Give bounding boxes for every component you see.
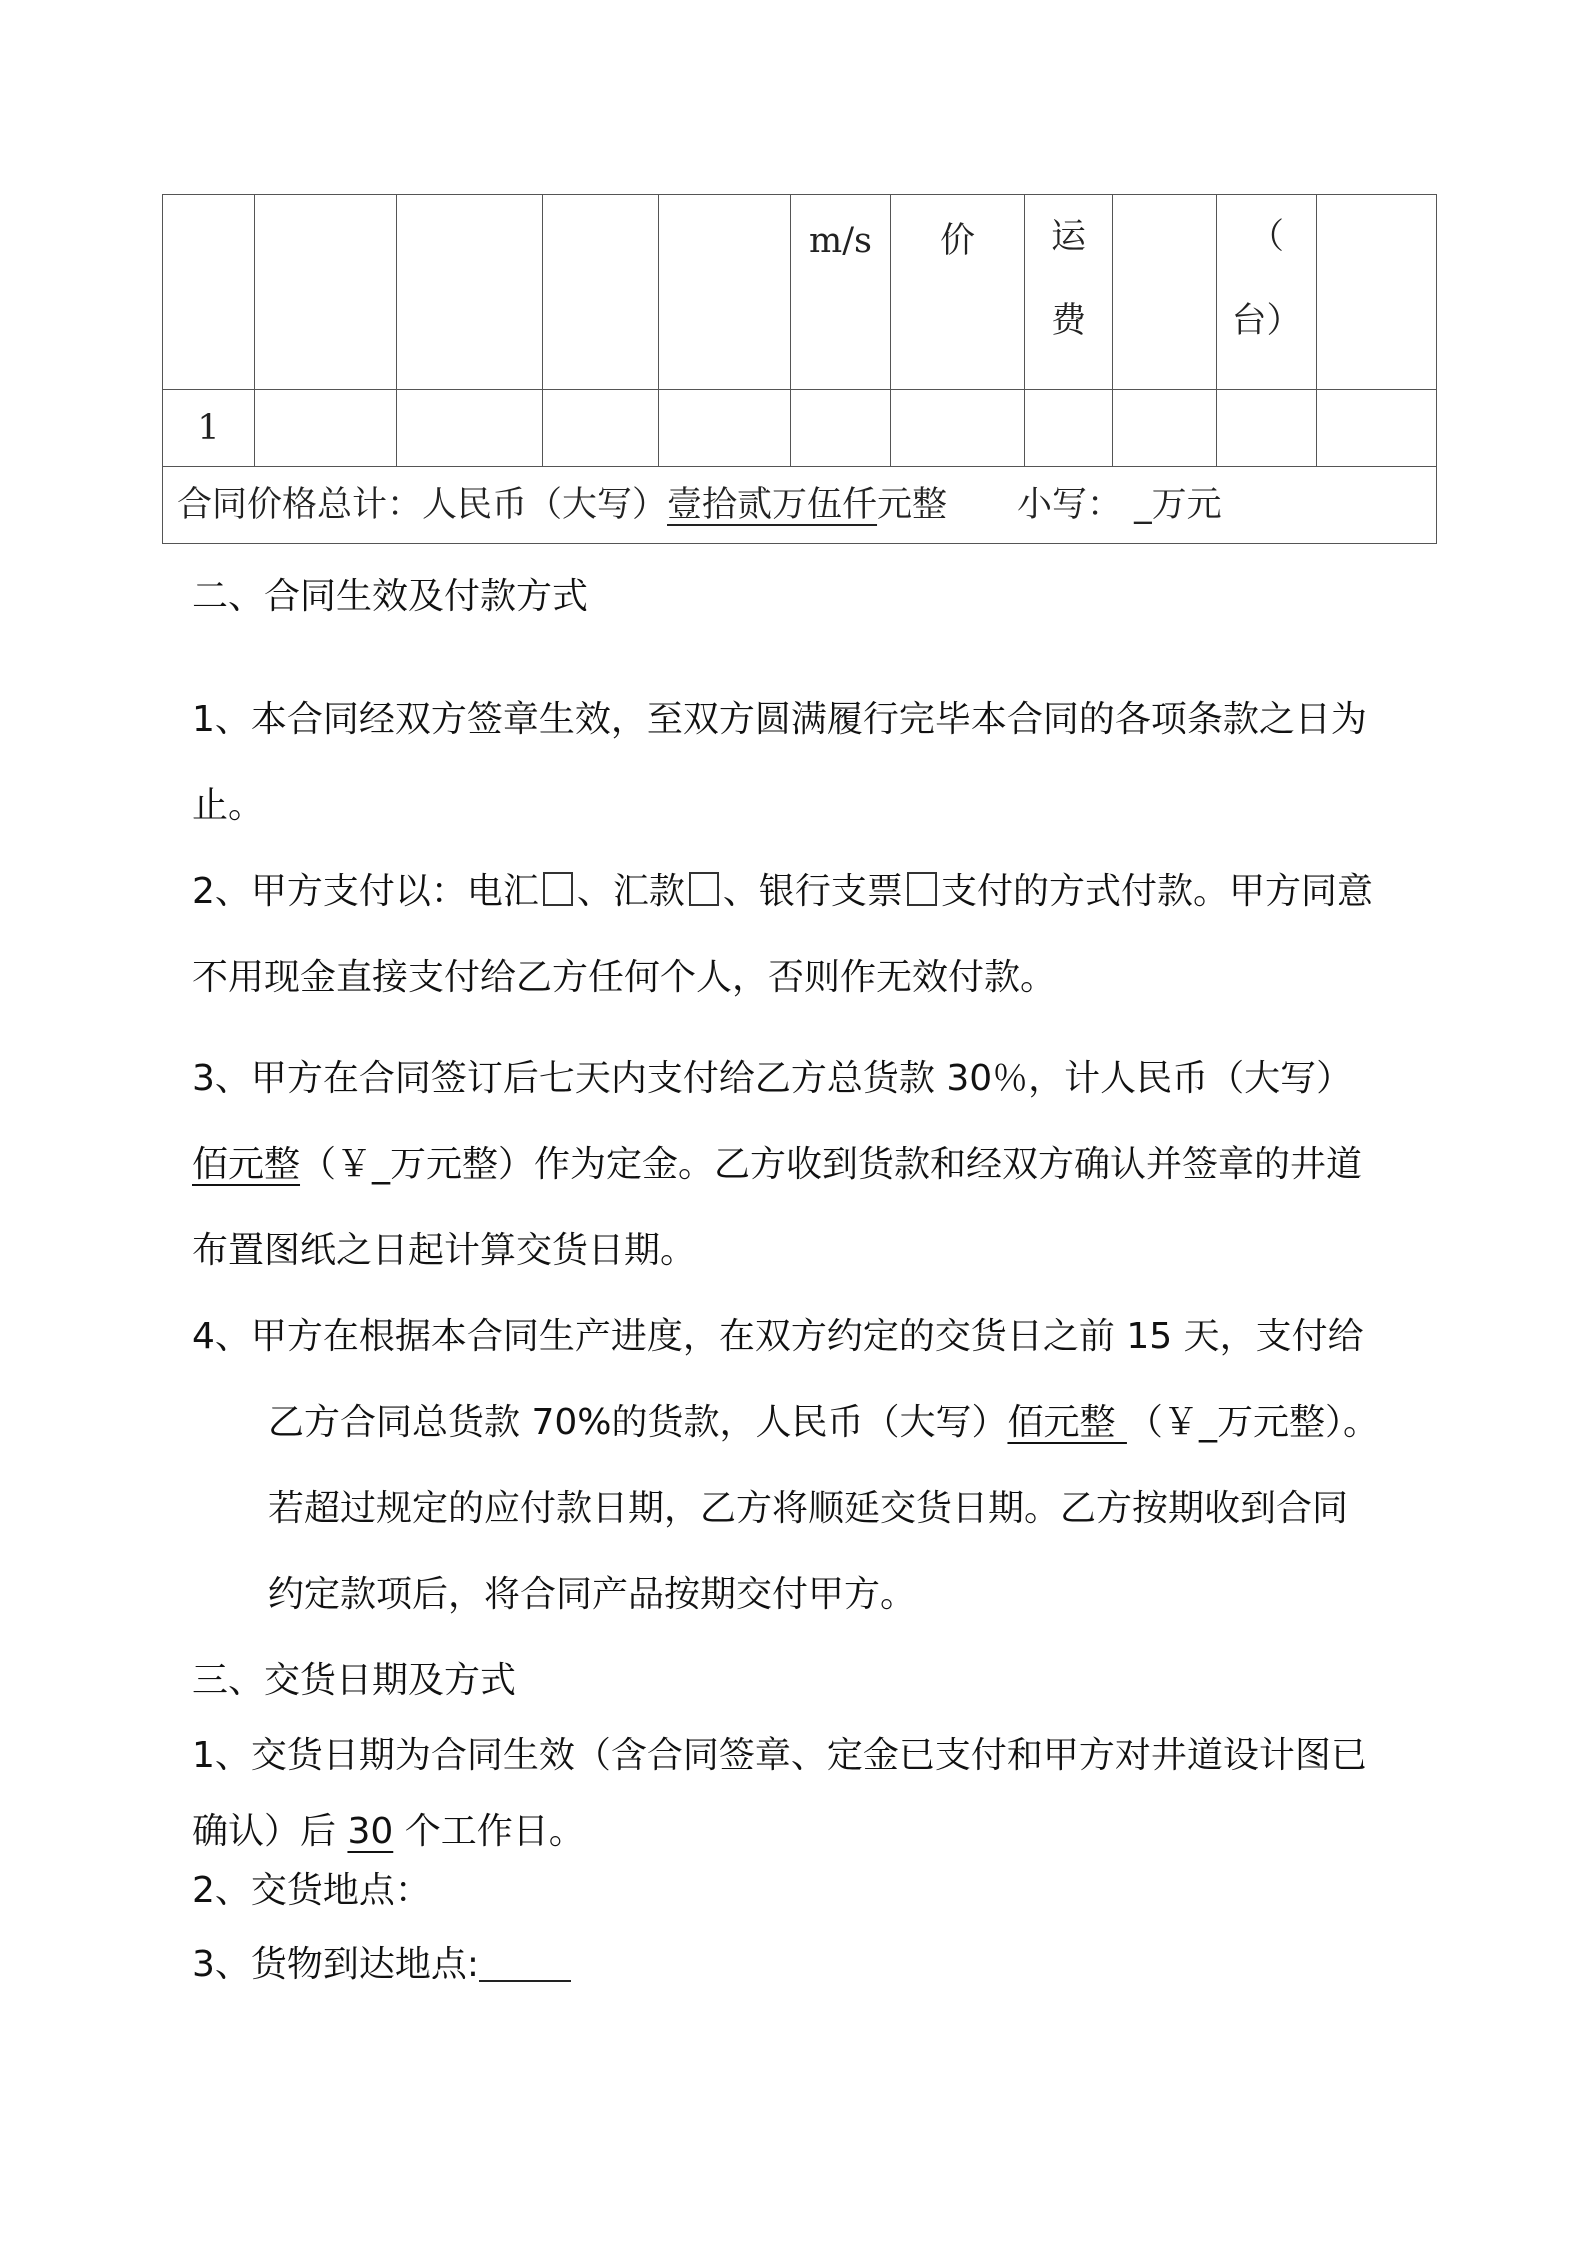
table-cell xyxy=(397,390,543,467)
s2-p4-part-b: （￥ xyxy=(1126,1402,1199,1443)
s2-p2-part-c: 、银行支票 xyxy=(722,871,903,912)
header-freight-char1: 运 xyxy=(1050,217,1086,257)
header-unit-tai: 台） xyxy=(1231,301,1302,341)
checkbox-remittance[interactable] xyxy=(689,872,719,906)
s2-p3-amount-upper: 佰元整 xyxy=(192,1144,301,1185)
checkbox-telegraphic[interactable] xyxy=(543,872,573,906)
s2-p4-line2 xyxy=(268,1380,1508,1466)
s2-p3-line3: 布置图纸之日起计算交货日期。 xyxy=(192,1230,697,1271)
s2-p3-line1: 3、甲方在合同签订后七天内支付给乙方总货款 30％，计人民币（大写） xyxy=(192,1058,1353,1099)
s2-p4-amount-upper: 佰元整 xyxy=(1007,1402,1127,1443)
table-cell xyxy=(255,390,397,467)
header-price: 价 xyxy=(891,195,1025,390)
header-unit-count xyxy=(1217,195,1317,390)
table-cell xyxy=(543,390,659,467)
s3-p1-line1: 1、交货日期为合同生效（含合同签章、定金已支付和甲方对井道设计图已 xyxy=(192,1735,1367,1776)
header-unit-paren: （ xyxy=(1248,217,1284,257)
s2-p3-part-a: （￥ xyxy=(300,1144,373,1185)
table-cell xyxy=(163,195,255,390)
s2-p4-line3: 若超过规定的应付款日期，乙方将顺延交货日期。乙方按期收到合同 xyxy=(268,1488,1349,1529)
s2-p2-line1 xyxy=(192,849,1432,935)
row-number: 1 xyxy=(163,390,255,467)
table-cell xyxy=(255,195,397,390)
price-table xyxy=(162,194,1437,544)
table-cell xyxy=(1317,390,1437,467)
s2-p4-line1: 4、甲方在根据本合同生产进度，在双方约定的交货日之前 15 天，支付给 xyxy=(192,1316,1364,1357)
s3-p3-label: 3、货物到达地点: xyxy=(192,1944,480,1985)
s3-p1-part-b: 个工作日。 xyxy=(393,1811,585,1852)
total-label: 合同价格总计：人民币（大写） xyxy=(177,485,668,525)
s2-p4-line4: 约定款项后，将合同产品按期交付甲方。 xyxy=(268,1574,917,1615)
table-cell xyxy=(543,195,659,390)
s2-p4-blank: _ xyxy=(1198,1402,1217,1443)
table-cell xyxy=(397,195,543,390)
s2-p1-line2: 止。 xyxy=(192,785,265,826)
s2-p4-part-a: 乙方合同总货款 70%的货款，人民币（大写） xyxy=(268,1402,1008,1443)
table-cell xyxy=(1217,390,1317,467)
total-amount-suffix: 元整 xyxy=(877,485,948,525)
s3-p1-part-a: 确认）后 xyxy=(192,1811,348,1852)
header-freight xyxy=(1025,195,1113,390)
section2-heading: 二、合同生效及付款方式 xyxy=(192,576,589,617)
s2-p2-line2: 不用现金直接支付给乙方任何个人，否则作无效付款。 xyxy=(192,957,1057,998)
s3-p1-workdays: 30 xyxy=(347,1811,394,1852)
table-cell xyxy=(891,390,1025,467)
table-cell xyxy=(659,195,791,390)
s2-p3-part-b: 万元整）作为定金。乙方收到货款和经双方确认并签章的井道 xyxy=(390,1144,1363,1185)
s2-p2-part-b: 、汇款 xyxy=(576,871,685,912)
s2-p3-line2 xyxy=(192,1122,1432,1208)
table-total-row xyxy=(163,467,1437,544)
table-cell xyxy=(659,390,791,467)
total-small-blank: _ xyxy=(1134,485,1152,525)
s2-p1-line1: 1、本合同经双方签章生效，至双方圆满履行完毕本合同的各项条款之日为 xyxy=(192,699,1367,740)
s2-p4-part-c: 万元整）。 xyxy=(1216,1402,1379,1443)
s3-p3 xyxy=(192,1922,1432,2008)
header-speed-unit: m/s xyxy=(791,195,891,390)
s2-p2-part-d: 支付的方式付款。甲方同意 xyxy=(940,871,1373,912)
checkbox-bank-check[interactable] xyxy=(907,872,937,906)
table-cell xyxy=(791,390,891,467)
s3-p2: 2、交货地点： xyxy=(192,1870,431,1911)
total-small-unit: 万元 xyxy=(1151,485,1222,525)
s2-p2-part-a: 2、甲方支付以：电汇 xyxy=(192,871,539,912)
table-cell xyxy=(1317,195,1437,390)
table-cell xyxy=(1113,195,1217,390)
table-row xyxy=(163,390,1437,467)
table-cell xyxy=(1113,390,1217,467)
total-amount-upper: 壹拾贰万伍仟 xyxy=(667,485,878,525)
total-price-cell xyxy=(163,467,1437,544)
destination-blank[interactable] xyxy=(479,1946,571,1982)
header-freight-char2: 费 xyxy=(1050,301,1086,341)
table-header-row xyxy=(163,195,1437,390)
s2-p3-blank: _ xyxy=(372,1144,391,1185)
section3-heading: 三、交货日期及方式 xyxy=(192,1660,517,1701)
table-cell xyxy=(1025,390,1113,467)
total-small-label: 小写： xyxy=(1017,485,1123,525)
